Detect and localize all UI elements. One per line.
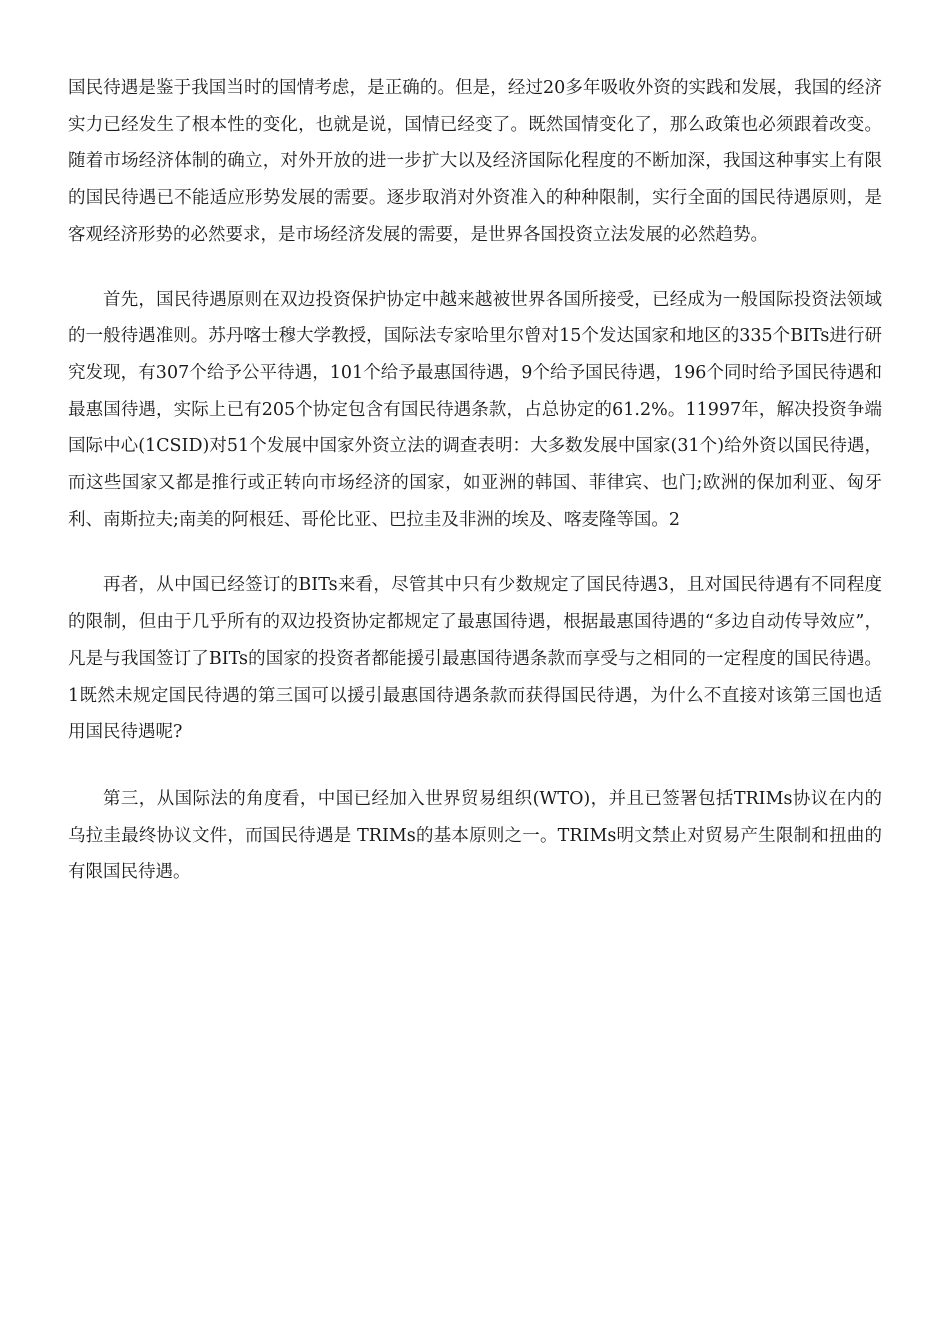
paragraph-4: 第三，从国际法的角度看，中国已经加入世界贸易组织(WTO)，并且已签署包括TRIMs协议在内的乌拉圭最终协议文件，而国民待遇是 TRIMs的基本原则之一。TRIMs明文禁止对贸易产生限制和扭曲的有限国民待遇。 bbox=[68, 788, 882, 883]
paragraph-3: 再者，从中国已经签订的BITs来看，尽管其中只有少数规定了国民待遇3，且对国民待遇有不同程度的限制，但由于几乎所有的双边投资协定都规定了最惠国待遇，根据最惠国待遇的“多边自动传导效应”，凡是与我国签订了BITs的国家的投资者都能援引最惠国待遇条款而享受与之相同的一定程度的国民待遇。1既然未规定国民待遇的第三国可以援引最惠国待遇条款而获得国民待遇，为什么不直接对该第三国也适用国民待遇呢? bbox=[68, 575, 882, 743]
document-page bbox=[68, 70, 882, 891]
paragraph-2: 首先，国民待遇原则在双边投资保护协定中越来越被世界各国所接受，已经成为一般国际投资法领域的一般待遇准则。苏丹喀士穆大学教授，国际法专家哈里尔曾对15个发达国家和地区的335个BITs进行研究发现，有307个给予公平待遇，101个给予最惠国待遇，9个给予国民待遇，196个同时给予国民待遇和最惠国待遇，实际上已有205个协定包含有国民待遇条款，占总协定的61.2%。11997年，解决投资争端国际中心(1CSID)对51个发展中国家外资立法的调查表明：大多数发展中国家(31个)给外资以国民待遇，而这些国家又都是推行或正转向市场经济的国家，如亚洲的韩国、菲律宾、也门;欧洲的保加利亚、匈牙利、南斯拉夫;南美的阿根廷、哥伦比亚、巴拉圭及非洲的埃及、喀麦隆等国。2 bbox=[68, 289, 882, 530]
paragraph-1: 国民待遇是鉴于我国当时的国情考虑，是正确的。但是，经过20多年吸收外资的实践和发展，我国的经济实力已经发生了根本性的变化，也就是说，国情已经变了。既然国情变化了，那么政策也必须跟着改变。随着市场经济体制的确立，对外开放的进一步扩大以及经济国际化程度的不断加深，我国这种事实上有限的国民待遇已不能适应形势发展的需要。逐步取消对外资准入的种种限制，实行全面的国民待遇原则，是客观经济形势的必然要求，是市场经济发展的需要，是世界各国投资立法发展的必然趋势。 bbox=[68, 78, 882, 245]
